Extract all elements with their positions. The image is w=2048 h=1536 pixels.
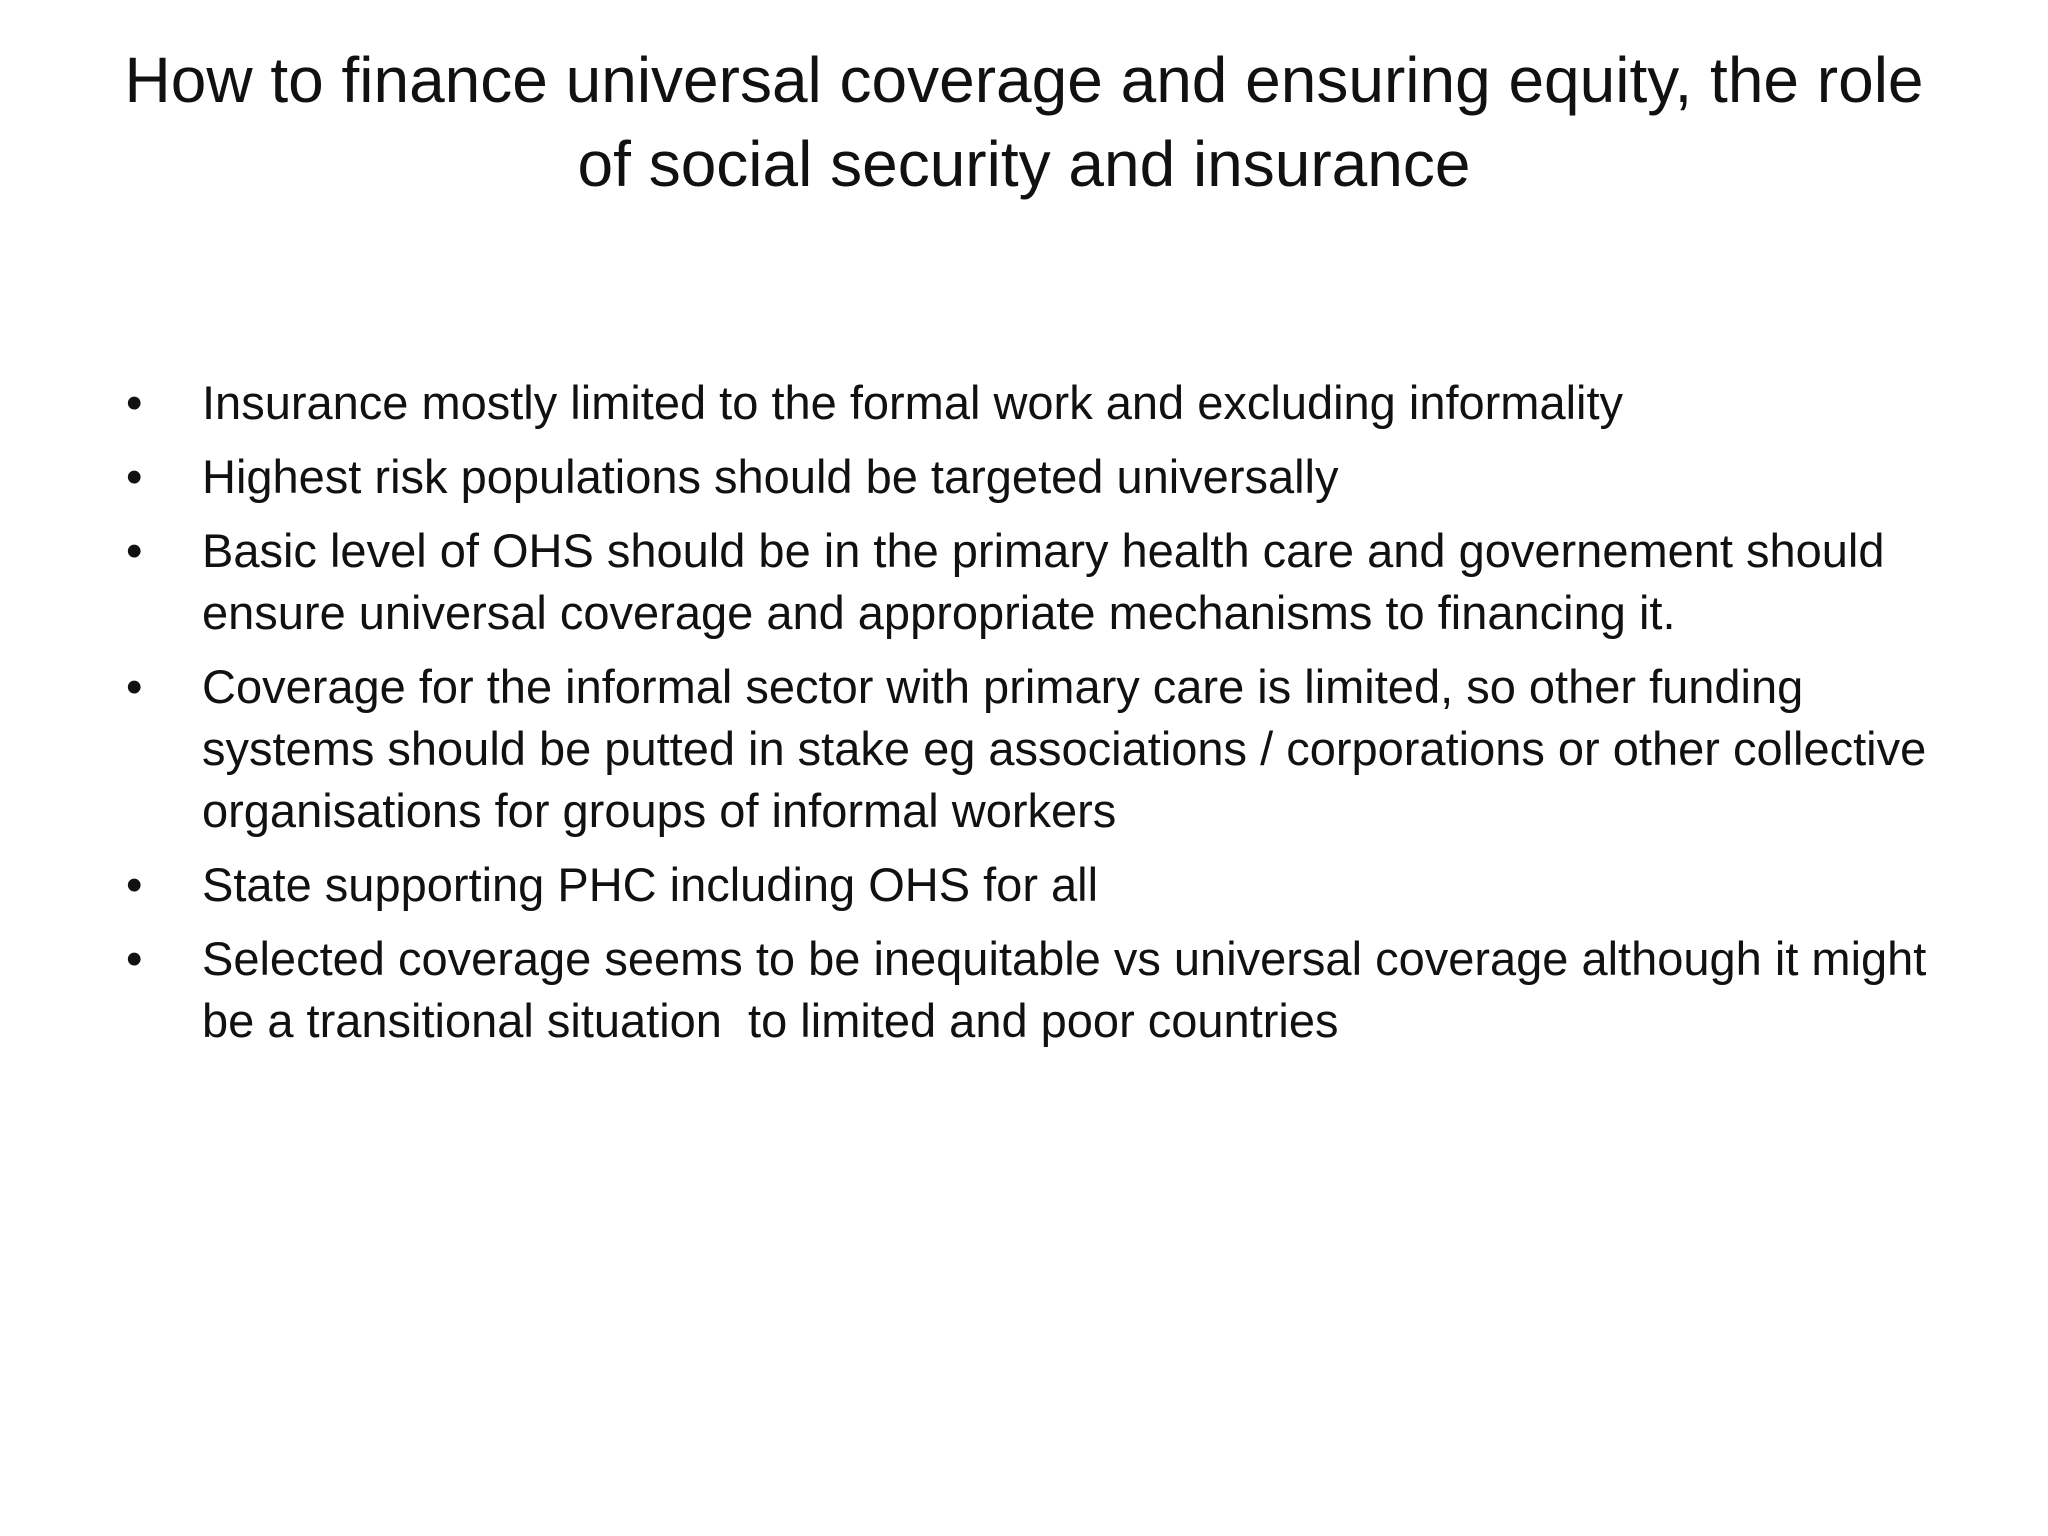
list-item — [118, 928, 1948, 1052]
bullet-text: Selected coverage seems to be inequitable vs universal coverage although it might be a transitional situation to limited and poor countries — [202, 932, 1940, 1047]
bullet-text: State supporting PHC including OHS for all — [202, 858, 1099, 911]
bullet-marker: • — [126, 450, 143, 503]
bullet-marker: • — [126, 524, 143, 577]
bullet-marker: • — [126, 932, 143, 985]
bullet-text: Highest risk populations should be targeted universally — [202, 450, 1339, 503]
list-item — [118, 656, 1948, 842]
list-item — [118, 520, 1948, 644]
bullet-marker: • — [126, 660, 143, 713]
bullet-list — [118, 372, 1948, 1064]
bullet-marker: • — [126, 376, 143, 429]
bullet-text: Basic level of OHS should be in the primary health care and governement should ensure universal coverage and appropriate mechanisms to financing it. — [202, 524, 1898, 639]
slide-title: How to finance universal coverage and ensuring equity, the role of social security and insurance — [124, 44, 1924, 200]
list-item — [118, 372, 1948, 434]
bullet-text: Coverage for the informal sector with primary care is limited, so other funding systems should be putted in stake eg associations / corporations or other collective organisations for groups of informal workers — [202, 660, 1940, 837]
bullet-marker: • — [126, 858, 143, 911]
list-item — [118, 854, 1948, 916]
bullet-text: Insurance mostly limited to the formal work and excluding informality — [202, 376, 1624, 429]
list-item — [118, 446, 1948, 508]
